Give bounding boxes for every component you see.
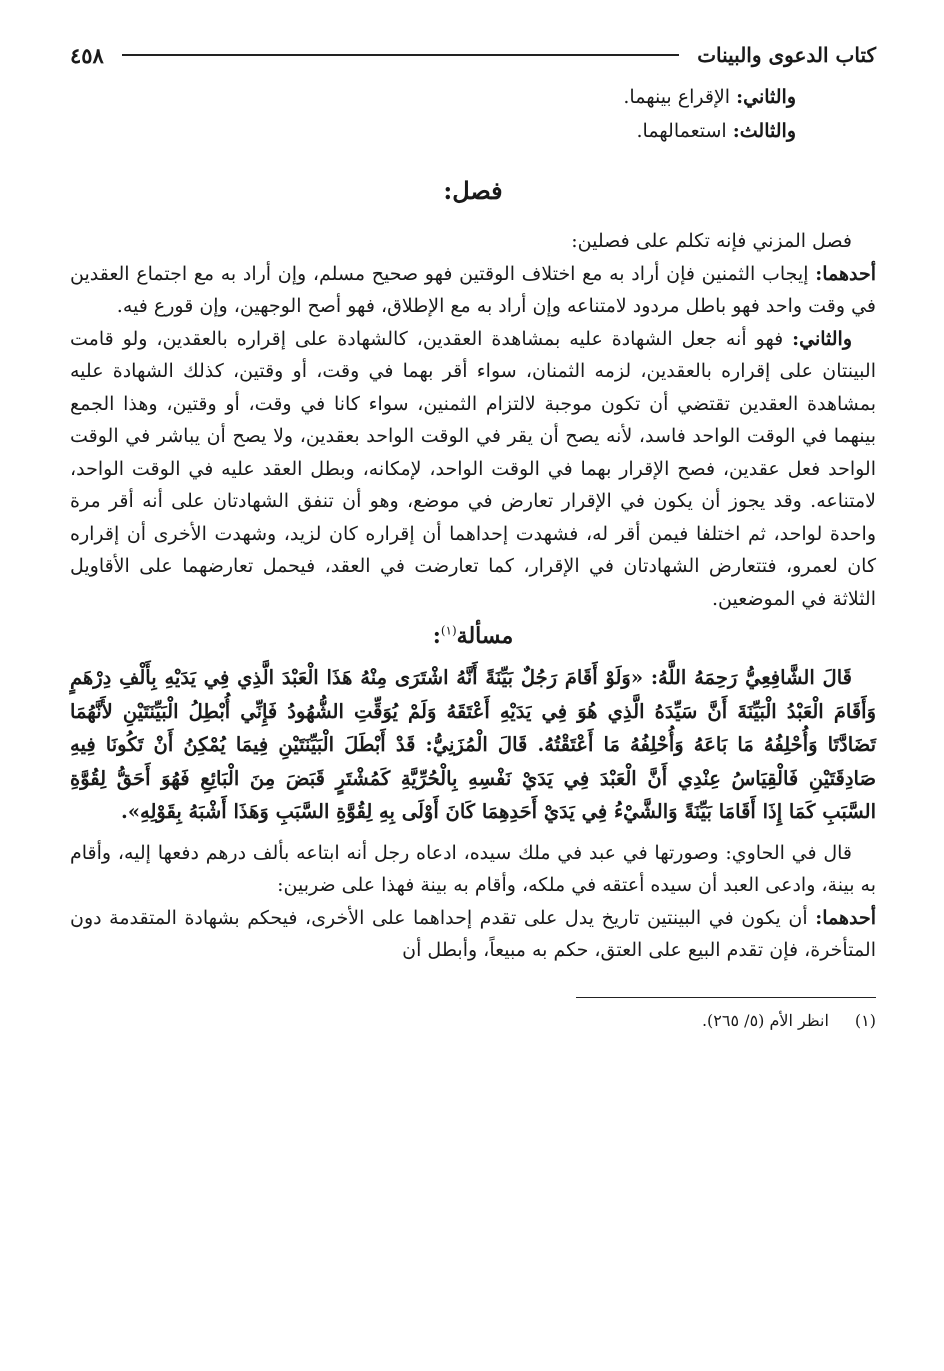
intro-list [70, 80, 876, 148]
second-part-label: والثاني: [792, 327, 852, 350]
footnote-text: انظر الأم (٥/ ٢٦٥). [701, 1010, 829, 1030]
first-part-label: أحدهما: [815, 262, 876, 285]
masala-heading: مسألة$^{(١)}$: [432, 623, 514, 649]
list-label: والثاني: [736, 86, 796, 108]
list-item-second [70, 80, 876, 114]
first-type-text: أن يكون في البينتين تاريخ يدل على تقدم إحداهما على الأخرى، فيحكم بشهادة المتقدمة دون المتأخرة، فإن تقدم البيع على العتق، حكم به مبيعاً، وأبطل أن [70, 906, 876, 961]
footnote-number: (١) [854, 1010, 876, 1030]
page-number: ٤٥٨ [70, 42, 104, 68]
book-title: كتاب الدعوى والبينات [697, 43, 876, 67]
first-type-paragraph [70, 902, 876, 967]
footnote-reference: (١) [440, 623, 457, 638]
first-type-label: أحدهما: [815, 906, 876, 929]
first-part-paragraph [70, 258, 876, 323]
running-header [70, 30, 876, 80]
second-part-text: فهو أنه جعل الشهادة عليه بمشاهدة العقدين، كالشهادة على إقراره بالعقدين، ولو قامت البينتان على إقراره بالعقدين، لزمه الثمنان، سواء أقر بهما في وقت، أو وقتين، كذلك الشهادة عليه بمشاهدة العقدين تقتضي أن تكون موجبة لالتزام الثمنين، سواء كانا في وقت، أو وقتين، وهذا الجمع بينهما في الوقت الواحد فاسد، لأنه يصح أن يقر في الوقت الواحد بعقدين، ولا يصح أن يباشر في الوقت الواحد فعل عقدين، فصح الإقرار بهما في الوقت الواحد، لإمكانه، وبطل العقد عليه في الوقت الواحد، لامتناعه. وقد يجوز أن يكون في الإقرار تعارض في موضع، وهو أن تنفق الشهادتان على أنه أقر مرة واحدة لواحد، ثم اختلفا فيمن أقر له، فشهدت إحداهما أن إقراره كان لزيد، وشهدت الأخرى أن إقراره كان لعمرو، فتتعارض الشهادتان في الإقرار، كما تعارضت في العقد، فيحمل تعارضهما على الأقاويل الثلاثة في الموضعين. [70, 327, 876, 610]
footnote-divider [576, 997, 876, 998]
section-heading: فصل: [443, 176, 503, 205]
shafii-quote: قَالَ الشَّافِعِيُّ رَحِمَهُ اللَّهُ: «وَلَوْ أَقَامَ رَجُلٌ بَيِّنَةً أَنَّهُ اشْتَرَى مِنْهُ هَذَا الْعَبْدَ الَّذِي فِي يَدَيْهِ بِأَلْفِ دِرْهَمٍ وَأَقَامَ الْعَبْدُ الْبَيِّنَةَ أَنَّ سَيِّدَهُ الَّذِي هُوَ فِي يَدَيْهِ أَعْتَقَهُ وَلَمْ يُوَقِّتِ الشُّهُودُ فَإِنِّي أُبْطِلُ الْبَيِّنَتَيْنِ لأَنَّهُمَا تَضَادَّتَا وَأُحْلِفُهُ مَا بَاعَهُ وَأُحْلِفُهُ مَا أَعْتَقْتُهُ. قَالَ الْمُزَنِيُّ: قَدْ أَبْطَلَ الْبَيِّنَتَيْنِ فِيمَا يُمْكِنُ أَنْ تَكُونَا فِيهِ صَادِقَتَيْنِ فَالْقِيَاسُ عِنْدِي أَنَّ الْعَبْدَ فِي يَدَيْ نَفْسِهِ بِالْحُرِّيَّةِ كَمُشْتَرٍ قَبَضَ مِنَ الْبَائِعِ فَهُوَ أَحَقُّ لِقُوَّةِ السَّبَبِ كَمَا إِذَا أَقَامَا بَيِّنَةً وَالشَّيْءُ فِي يَدَيْ أَحَدِهِمَا كَانَ أَوْلَى بِهِ لِقُوَّةِ السَّبَبِ وَهَذَا أَشْبَهُ بِقَوْلِهِ». [70, 666, 876, 823]
book-page [70, 30, 876, 1350]
list-text: الإقراع بينهما. [623, 86, 737, 108]
list-label: والثالث: [732, 120, 796, 142]
second-part-paragraph [70, 323, 876, 616]
footnote [70, 1008, 876, 1034]
masala-title: مسألة [456, 623, 514, 649]
section-intro: فصل المزني فإنه تكلم على فصلين: [571, 230, 852, 252]
list-text: استعمالهما. [636, 120, 733, 142]
hawi-paragraph: قال في الحاوي: وصورتها في عبد في ملك سيده، ادعاه رجل أنه ابتاعه بألف درهم دفعها إليه، وأقام به بينة، وادعى العبد أن سيده أعتقه في ملكه، وأقام به بينة فهذا على ضربين: [70, 841, 876, 896]
first-part-text: إيجاب الثمنين فإن أراد به مع اختلاف الوقتين فهو صحيح مسلم، وإن أراد به مع اجتماع العقدين في وقت واحد فهو باطل مردود لامتناعه وإن أراد به مع الإطلاق، فهو أصح الوجهين، وإن قورع فيه. [70, 262, 876, 317]
list-item-third [70, 114, 876, 148]
header-rule [122, 54, 679, 56]
